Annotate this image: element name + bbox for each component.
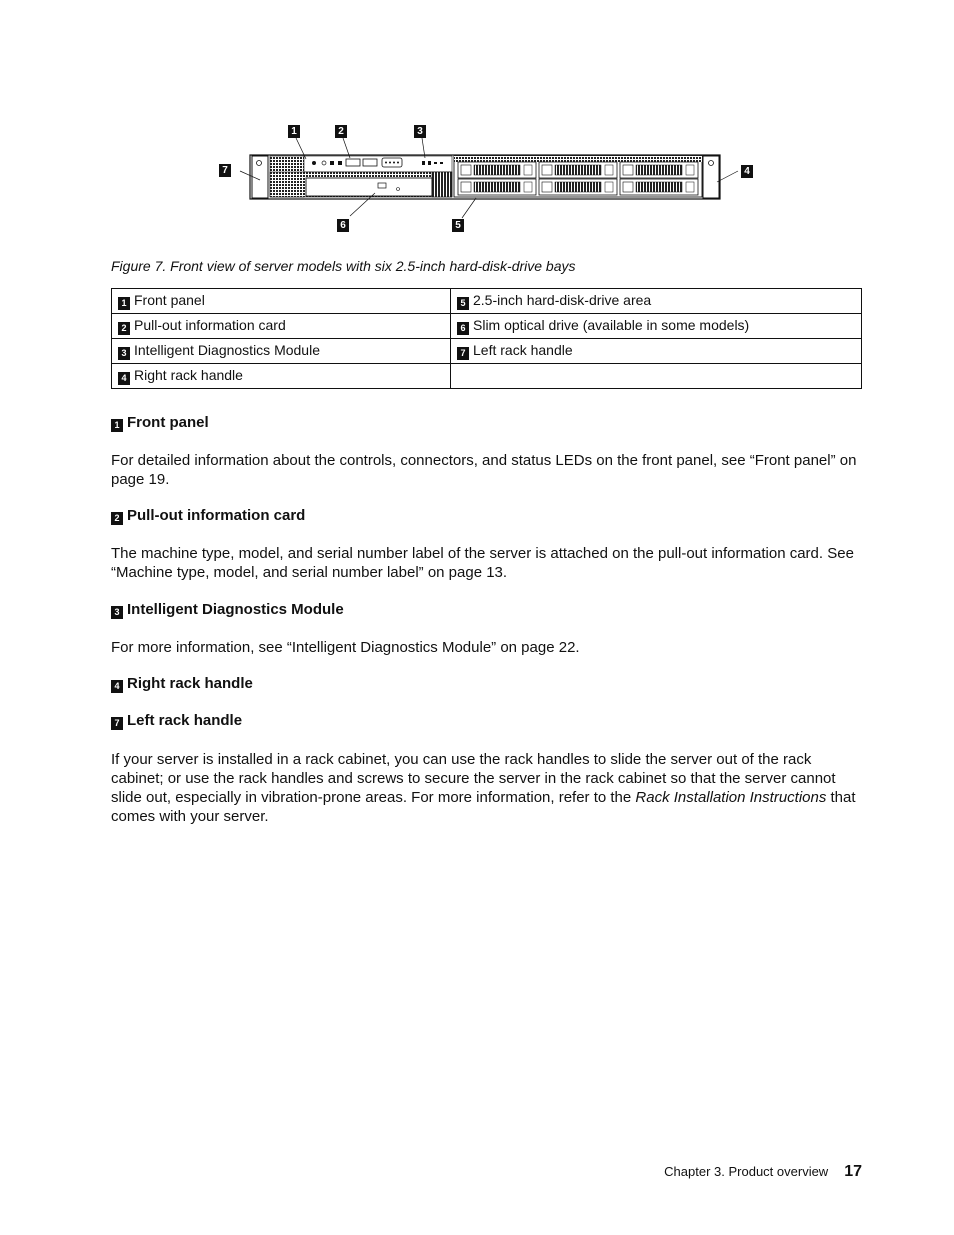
table-cell [112, 364, 451, 389]
server-front-view-figure [210, 118, 770, 238]
legend-label: Pull-out information card [134, 317, 286, 333]
callout-badge: 1 [111, 419, 123, 432]
figure-caption: Figure 7. Front view of server models with six 2.5-inch hard-disk-drive bays [111, 258, 576, 274]
section-heading-right-handle [111, 675, 253, 693]
section-heading-front-panel [111, 414, 209, 432]
callout-badge: 4 [118, 372, 130, 385]
section-body-front-panel: For detailed information about the controls, connectors, and status LEDs on the front panel, see “Front panel” on page 19. [111, 452, 857, 488]
callout-badge: 2 [111, 512, 123, 525]
section-heading-left-handle [111, 712, 242, 730]
legend-label: Left rack handle [473, 342, 573, 358]
section-title: Front panel [127, 414, 209, 431]
table-cell [112, 289, 451, 314]
table-row [112, 364, 862, 389]
section-body-idm: For more information, see “Intelligent Diagnostics Module” on page 22. [111, 639, 580, 656]
legend-label: Front panel [134, 292, 205, 308]
table-cell [451, 289, 862, 314]
body-text: that comes with your server. [111, 789, 856, 825]
figure-callout-7: 7 [219, 164, 231, 177]
document-title-reference: Rack Installation Instructions [635, 789, 827, 806]
section-title: Right rack handle [127, 675, 253, 692]
section-title: Intelligent Diagnostics Module [127, 601, 344, 618]
table-row [112, 339, 862, 364]
figure-callout-2: 2 [335, 125, 347, 138]
table-cell [112, 339, 451, 364]
footer-chapter: Chapter 3. Product overview [664, 1164, 829, 1179]
table-row [112, 289, 862, 314]
callout-badge: 1 [118, 297, 130, 310]
legend-label: 2.5-inch hard-disk-drive area [473, 292, 652, 308]
legend-label: Right rack handle [134, 367, 243, 383]
callout-badge: 7 [111, 717, 123, 730]
figure-callout-3: 3 [414, 125, 426, 138]
section-heading-pullout-card [111, 507, 305, 525]
legend-label: Intelligent Diagnostics Module [134, 342, 320, 358]
section-heading-idm [111, 601, 344, 619]
callout-badge: 5 [457, 297, 469, 310]
section-body-pullout-card: The machine type, model, and serial number label of the server is attached on the pull-out information card. See “Machine type, model, and serial number label” on page 13. [111, 545, 854, 581]
body-text: If your server is installed in a rack cabinet, you can use the rack handles to slide the server out of the rack cabinet; or use the rack handles and screws to secure the server in the rack cabinet so that the server cannot slide out, especially in vibration-prone areas. For more information, refer to the [111, 751, 836, 806]
table-row [112, 314, 862, 339]
section-body-rack-handles [111, 750, 863, 826]
callout-badge: 3 [118, 347, 130, 360]
legend-table [111, 288, 862, 389]
page-number: 17 [844, 1163, 862, 1180]
legend-label: Slim optical drive (available in some models) [473, 317, 750, 333]
page-footer [664, 1163, 862, 1181]
figure-callout-1: 1 [288, 125, 300, 138]
figure-callout-5: 5 [452, 219, 464, 232]
callout-badge: 2 [118, 322, 130, 335]
figure-callout-6: 6 [337, 219, 349, 232]
callout-badge: 7 [457, 347, 469, 360]
table-cell [451, 314, 862, 339]
table-cell [451, 339, 862, 364]
section-title: Pull-out information card [127, 507, 306, 524]
callout-badge: 3 [111, 606, 123, 619]
table-cell [112, 314, 451, 339]
section-title: Left rack handle [127, 712, 243, 729]
figure-callout-4: 4 [741, 165, 753, 178]
callout-badge: 6 [457, 322, 469, 335]
callout-badge: 4 [111, 680, 123, 693]
table-cell-empty [451, 364, 862, 389]
